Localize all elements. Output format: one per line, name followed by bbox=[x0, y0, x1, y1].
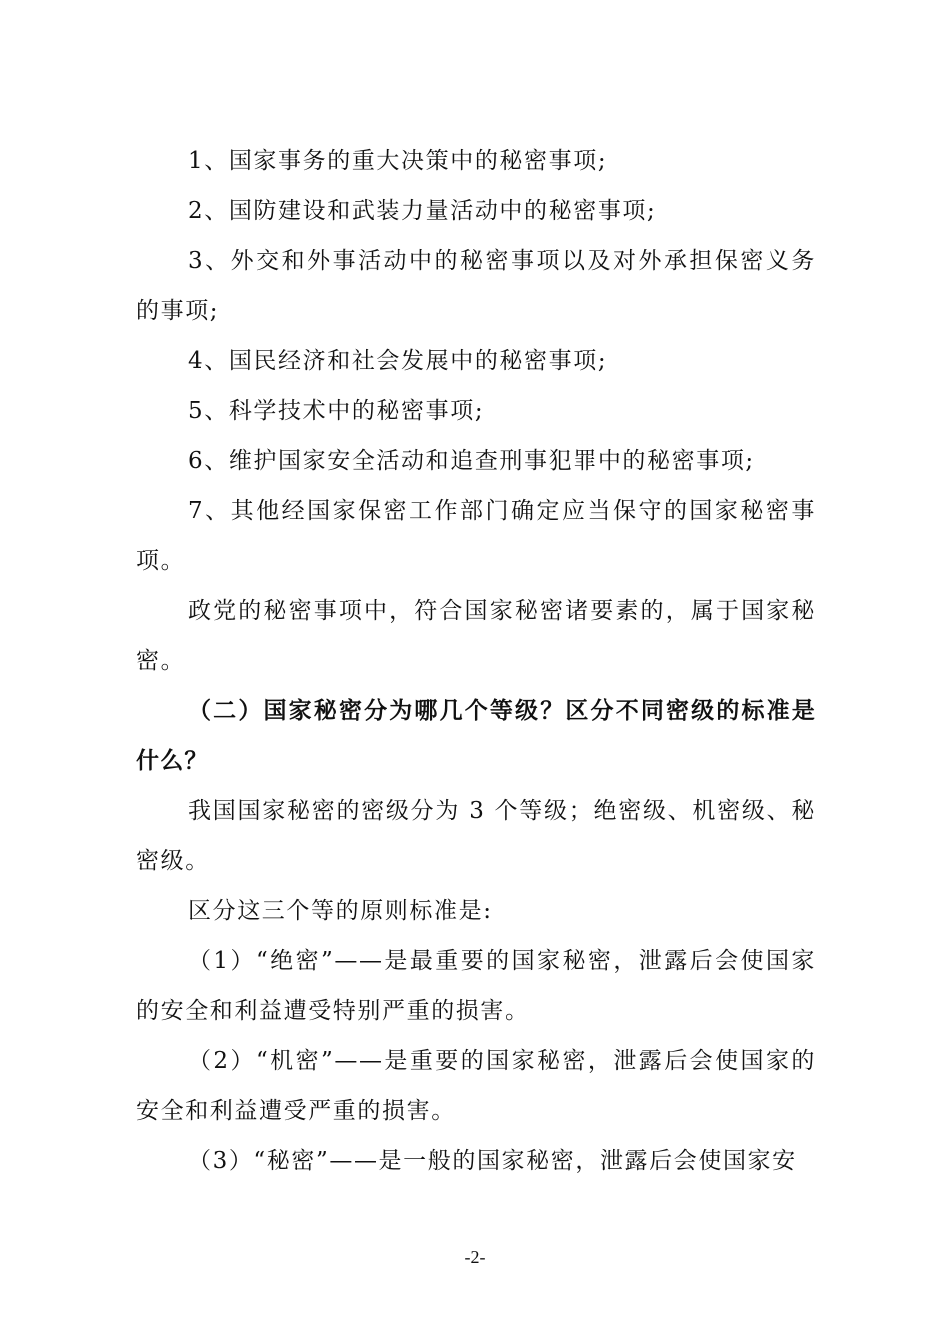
paragraph: 1、国家事务的重大决策中的秘密事项; bbox=[188, 148, 608, 174]
paragraph: （2）“机密”——是重要的国家秘密，泄露后会使国家的安全和利益遭受严重的损害。 bbox=[136, 1048, 816, 1124]
paragraph: 7、其他经国家保密工作部门确定应当保守的国家秘密事项。 bbox=[136, 498, 816, 574]
paragraph: 政党的秘密事项中，符合国家秘密诸要素的，属于国家秘密。 bbox=[136, 598, 816, 674]
paragraph: 2、国防建设和武装力量活动中的秘密事项; bbox=[188, 198, 657, 224]
paragraph: 区分这三个等的原则标准是: bbox=[188, 898, 493, 924]
paragraph: 3、外交和外事活动中的秘密事项以及对外承担保密义务的事项; bbox=[136, 248, 816, 324]
paragraph: （1）“绝密”——是最重要的国家秘密，泄露后会使国家的安全和利益遭受特别严重的损害。 bbox=[136, 948, 816, 1024]
page-number: -2- bbox=[464, 1247, 486, 1267]
paragraph: 4、国民经济和社会发展中的秘密事项; bbox=[188, 348, 608, 374]
paragraph: 6、维护国家安全活动和追查刑事犯罪中的秘密事项; bbox=[188, 448, 755, 474]
section-heading: （二）国家秘密分为哪几个等级？区分不同密级的标准是什么？ bbox=[136, 698, 816, 774]
paragraph: 5、科学技术中的秘密事项; bbox=[188, 398, 485, 424]
paragraph: （3）“秘密”——是一般的国家秘密，泄露后会使国家安 bbox=[188, 1148, 797, 1174]
paragraph: 我国国家秘密的密级分为 3 个等级；绝密级、机密级、秘密级。 bbox=[136, 798, 816, 874]
document-body bbox=[136, 136, 816, 1186]
